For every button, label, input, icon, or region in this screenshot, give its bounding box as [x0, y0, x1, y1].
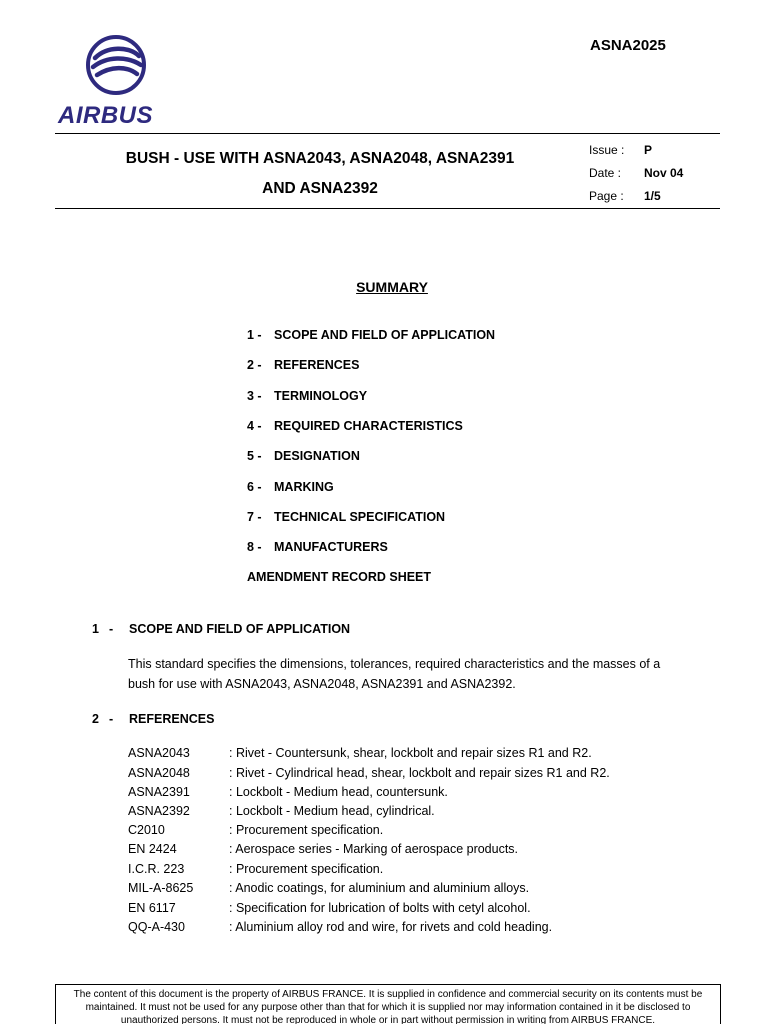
reference-code: ASNA2048: [128, 766, 190, 780]
reference-description: : Procurement specification.: [229, 823, 384, 837]
reference-description: : Rivet - Countersunk, shear, lockbolt and repair sizes R1 and R2.: [229, 746, 592, 760]
reference-description: : Lockbolt - Medium head, cylindrical.: [229, 804, 435, 818]
document-number: ASNA2025: [590, 37, 666, 54]
date-label: Date :: [589, 166, 622, 180]
date-value: Nov 04: [644, 166, 684, 180]
toc-item-number: 1 -: [247, 328, 262, 342]
toc-item-number: 3 -: [247, 389, 262, 403]
toc-item-required-characteristics: REQUIRED CHARACTERISTICS: [274, 419, 463, 433]
reference-code: EN 2424: [128, 842, 177, 856]
reference-description: : Procurement specification.: [229, 862, 384, 876]
reference-code: I.C.R. 223: [128, 862, 185, 876]
reference-description: : Anodic coatings, for aluminium and aluminium alloys.: [229, 881, 530, 895]
confidentiality-footer: [55, 984, 721, 1024]
section-heading-scope: SCOPE AND FIELD OF APPLICATION: [129, 622, 351, 636]
toc-item-number: 6 -: [247, 480, 262, 494]
reference-code: ASNA2043: [128, 746, 190, 760]
issue-label: Issue :: [589, 143, 625, 157]
section-number: 2: [92, 712, 99, 726]
reference-description: : Lockbolt - Medium head, countersunk.: [229, 785, 448, 799]
issue-value: P: [644, 143, 653, 157]
toc-item-number: 7 -: [247, 510, 262, 524]
reference-code: EN 6117: [128, 901, 176, 915]
airbus-logo: [58, 34, 176, 128]
document-title-line1: BUSH - USE WITH ASNA2043, ASNA2048, ASNA2391: [125, 150, 515, 167]
page-value: 1/5: [644, 189, 661, 203]
reference-description: : Specification for lubrication of bolts with cetyl alcohol.: [229, 901, 531, 915]
toc-item-references: REFERENCES: [274, 358, 360, 372]
logo-wordmark: AIRBUS: [58, 102, 154, 129]
section-number: 1: [92, 622, 99, 636]
toc-item-number: 8 -: [247, 540, 262, 554]
scope-paragraph-line1: This standard specifies the dimensions, tolerances, required characteristics and the masses of a: [128, 657, 661, 671]
reference-description: : Aerospace series - Marking of aerospace products.: [229, 842, 519, 856]
toc-item-scope: SCOPE AND FIELD OF APPLICATION: [274, 328, 496, 342]
footer-line2: maintained. It must not be used for any purpose other than that for which it is supplied nor may information contained in it be disclosed to: [85, 1002, 691, 1013]
reference-description: : Rivet - Cylindrical head, shear, lockbolt and repair sizes R1 and R2.: [229, 766, 610, 780]
toc-item-number: 2 -: [247, 358, 262, 372]
toc-item-terminology: TERMINOLOGY: [274, 389, 368, 403]
reference-code: C2010: [128, 823, 165, 837]
toc-item-technical-specification: TECHNICAL SPECIFICATION: [274, 510, 446, 524]
footer-line1: The content of this document is the property of AIRBUS FRANCE. It is supplied in confidence and commercial security on its contents must be: [73, 989, 703, 1000]
header-top-rule: [55, 133, 720, 134]
toc-item-number: 4 -: [247, 419, 262, 433]
toc-item-manufacturers: MANUFACTURERS: [274, 540, 388, 554]
toc-item-designation: DESIGNATION: [274, 449, 360, 463]
toc-item-amendment-record: AMENDMENT RECORD SHEET: [247, 570, 432, 584]
airbus-swirl-icon: [85, 34, 147, 96]
reference-code: QQ-A-430: [128, 920, 185, 934]
scope-paragraph-line2: bush for use with ASNA2043, ASNA2048, ASNA2391 and ASNA2392.: [128, 677, 516, 691]
reference-code: ASNA2391: [128, 785, 190, 799]
page-label: Page :: [589, 189, 624, 203]
section-heading-references: REFERENCES: [129, 712, 215, 726]
header-bottom-rule: [55, 208, 720, 209]
toc-item-marking: MARKING: [274, 480, 334, 494]
summary-heading: SUMMARY: [356, 279, 428, 295]
reference-code: MIL-A-8625: [128, 881, 194, 895]
footer-line3: unauthorized persons. It must not be reproduced in whole or in part without permission in writing from AIRBUS FRANCE.: [120, 1015, 656, 1024]
section-dash: -: [109, 712, 114, 726]
reference-description: : Aluminium alloy rod and wire, for rivets and cold heading.: [229, 920, 553, 934]
toc-item-number: 5 -: [247, 449, 262, 463]
reference-code: ASNA2392: [128, 804, 190, 818]
document-title-line2: AND ASNA2392: [262, 180, 378, 197]
section-dash: -: [109, 622, 114, 636]
